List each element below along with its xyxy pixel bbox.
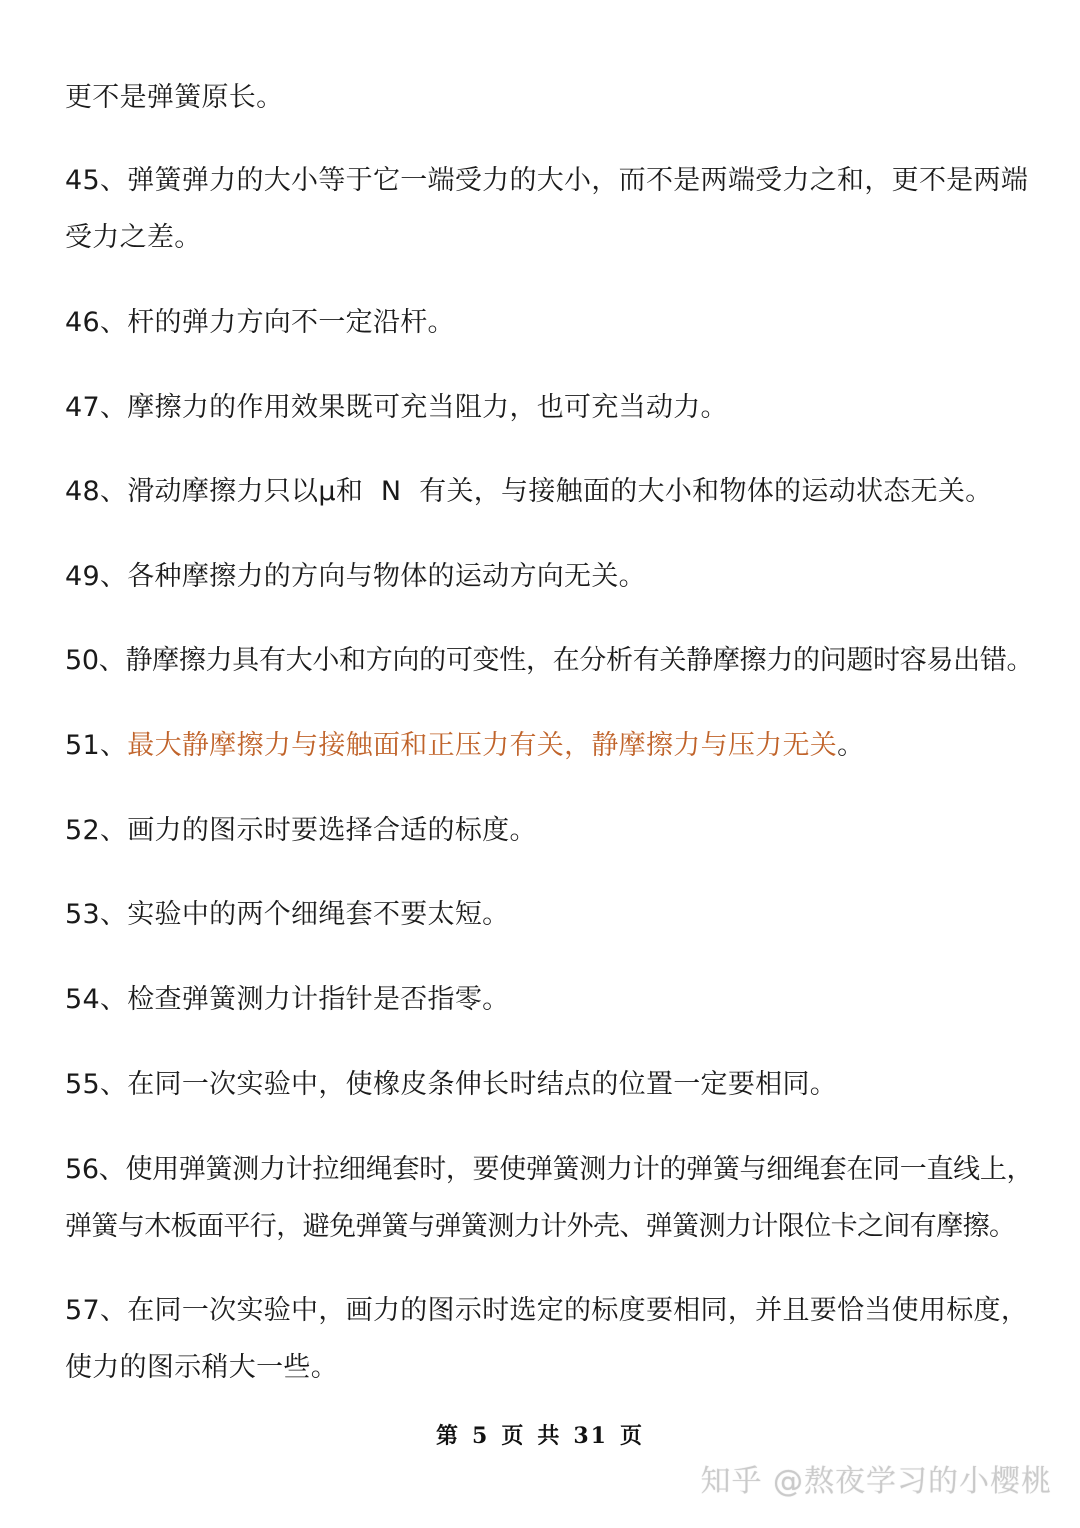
item-56-line-1: 56、使用弹簧测力计拉细绳套时，要使弹簧测力计的弹簧与细绳套在同一直线上， <box>65 1154 1034 1185</box>
item-51-suffix: 。 <box>837 730 865 761</box>
item-57-line-2: 使力的图示稍大一些。 <box>65 1352 338 1383</box>
item-57-line-1: 57、在同一次实验中，画力的图示时选定的标度要相同，并且要恰当使用标度， <box>65 1295 1029 1326</box>
item-54: 54、检查弹簧测力计指针是否指零。 <box>65 984 510 1015</box>
footer-di: 第 <box>436 1423 461 1449</box>
item-51 <box>65 726 1025 766</box>
item-45-line-2: 受力之差。 <box>65 222 202 253</box>
item-45-line-1: 45、弹簧弹力的大小等于它一端受力的大小，而不是两端受力之和，更不是两端 <box>65 165 1029 196</box>
item-49: 49、各种摩擦力的方向与物体的运动方向无关。 <box>65 561 646 592</box>
item-48: 48、滑动摩擦力只以μ和 N 有关，与接触面的大小和物体的运动状态无关。 <box>65 476 993 507</box>
item-56-line-2: 弹簧与木板面平行，避免弹簧与弹簧测力计外壳、弹簧测力计限位卡之间有摩擦。 <box>65 1211 1016 1242</box>
item-50: 50、静摩擦力具有大小和方向的可变性，在分析有关静摩擦力的问题时容易出错。 <box>65 645 1034 676</box>
footer-ye-2: 页 <box>619 1423 644 1449</box>
item-53: 53、实验中的两个细绳套不要太短。 <box>65 899 510 930</box>
footer-page-number: 5 <box>472 1423 490 1449</box>
item-55: 55、在同一次实验中，使橡皮条伸长时结点的位置一定要相同。 <box>65 1069 838 1100</box>
page-number-footer <box>0 1418 1080 1454</box>
text-line: 更不是弹簧原长。 <box>65 82 284 113</box>
item-51-highlight-text: 最大静摩擦力与接触面和正压力有关，静摩擦力与压力无关 <box>127 730 838 761</box>
item-52: 52、画力的图示时要选择合适的标度。 <box>65 815 537 846</box>
footer-gong: 共 <box>537 1423 562 1449</box>
item-51-number: 51、 <box>65 730 128 761</box>
item-47: 47、摩擦力的作用效果既可充当阻力，也可充当动力。 <box>65 392 728 423</box>
item-46: 46、杆的弹力方向不一定沿杆。 <box>65 307 455 338</box>
zhihu-watermark: 知乎 @熬夜学习的小樱桃 <box>700 1464 1052 1499</box>
footer-total-pages: 31 <box>573 1423 608 1449</box>
footer-ye: 页 <box>501 1423 526 1449</box>
